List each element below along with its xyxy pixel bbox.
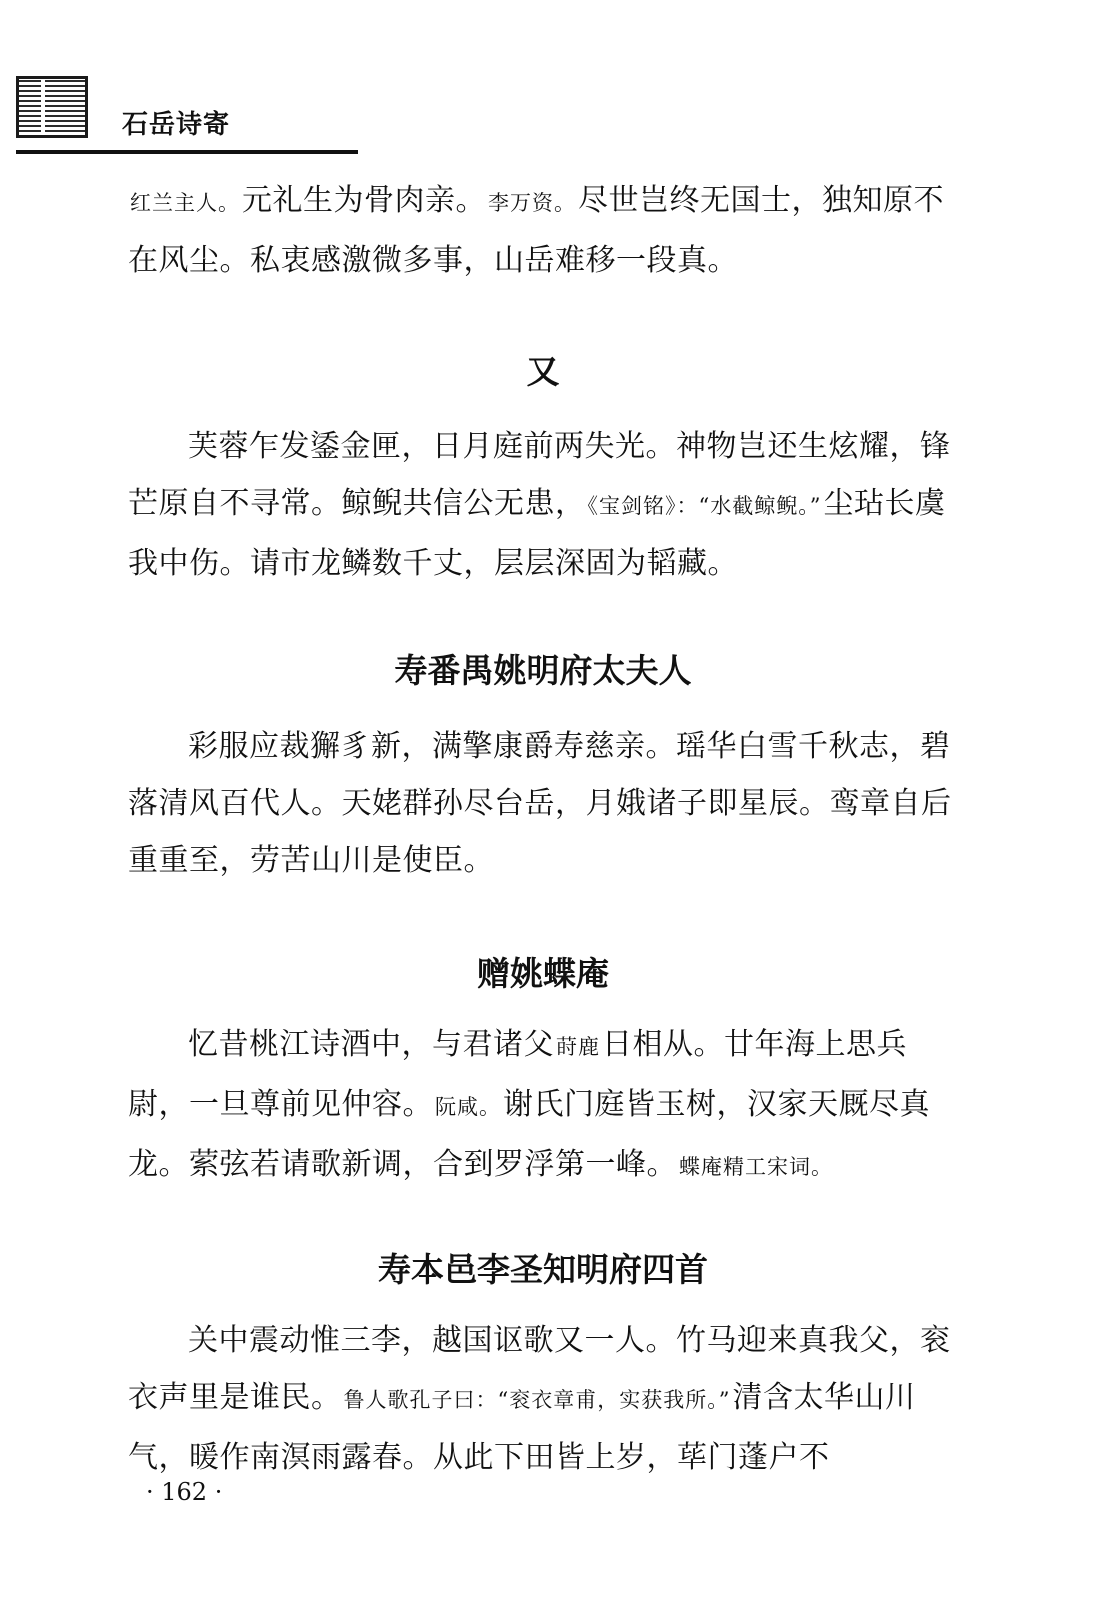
annotation: 蝶庵精工宋词。 (679, 1155, 833, 1179)
poem-title: 寿番禺姚明府太夫人 (394, 651, 692, 690)
poem-text (128, 172, 958, 289)
poem-text (128, 1016, 958, 1196)
verse-text: 芙蓉乍发鋈金匣，日月庭前两失光。神物岂还生炫耀，锋芒原自不寻常。鲸鲵共信公无患， (128, 429, 951, 521)
annotation: 阮咸。 (435, 1095, 501, 1119)
poem-body (128, 418, 958, 592)
verse-text: 忆昔桃江诗酒中，与君诸父 (188, 1027, 554, 1062)
verse-text: 日相从。廿年海上思兵尉，一旦尊前见仲容。 (128, 1027, 907, 1122)
page-number: · 162 · (146, 1478, 223, 1506)
poem-body (128, 718, 958, 889)
seal-logo (16, 76, 88, 138)
poem-continuation (128, 172, 958, 289)
poem-title: 寿本邑李圣知明府四首 (378, 1250, 708, 1289)
annotation: 红兰主人。 (130, 191, 240, 215)
verse-text: 谢氏门庭皆玉树，汉家天厩尽真龙。萦弦若请歌新调，合到罗浮第一峰。 (128, 1087, 930, 1182)
verse-text: 关中震动惟三李，越国讴歌又一人。竹马迎来真我父，衮衣声里是谁民。 (128, 1323, 951, 1415)
poem-text: 彩服应裁獬豸新，满擎康爵寿慈亲。瑶华白雪千秋志，碧落清风百代人。天姥群孙尽台岳，月娥诸子即星辰。鸾章自后重重至，劳苦山川是使臣。 (128, 729, 952, 878)
verse-text: 元礼生为骨肉亲。 (242, 183, 486, 218)
poem-title: 又 (526, 352, 560, 391)
poem-text (128, 418, 958, 592)
poem-body (128, 1312, 958, 1486)
verse-text: 尽世岂终无国士，独知原不在风尘。私衷感激微多事，山岳难移一段真。 (128, 183, 944, 278)
running-head: 石岳诗寄 (122, 110, 231, 140)
annotation: 李万资。 (488, 191, 576, 215)
annotation: 《宝剑铭》：“水截鲸鲵。” (587, 494, 822, 518)
annotation: 鲁人歌孔子曰：“衮衣章甫，实获我所。” (343, 1388, 731, 1412)
annotation: 莳鹿 (556, 1035, 600, 1059)
poem-body (128, 1016, 958, 1196)
poem-title: 赠姚蝶庵 (477, 954, 609, 993)
header-rule (16, 150, 358, 154)
poem-text (128, 1312, 958, 1486)
verse-text: 清含太华山川气，暖作南溟雨露春。从此下田皆上岁，荜门蓬户不 (128, 1380, 916, 1475)
verse-text: 尘玷长虞我中伤。请市龙鳞数千丈，层层深固为韬藏。 (128, 486, 946, 581)
